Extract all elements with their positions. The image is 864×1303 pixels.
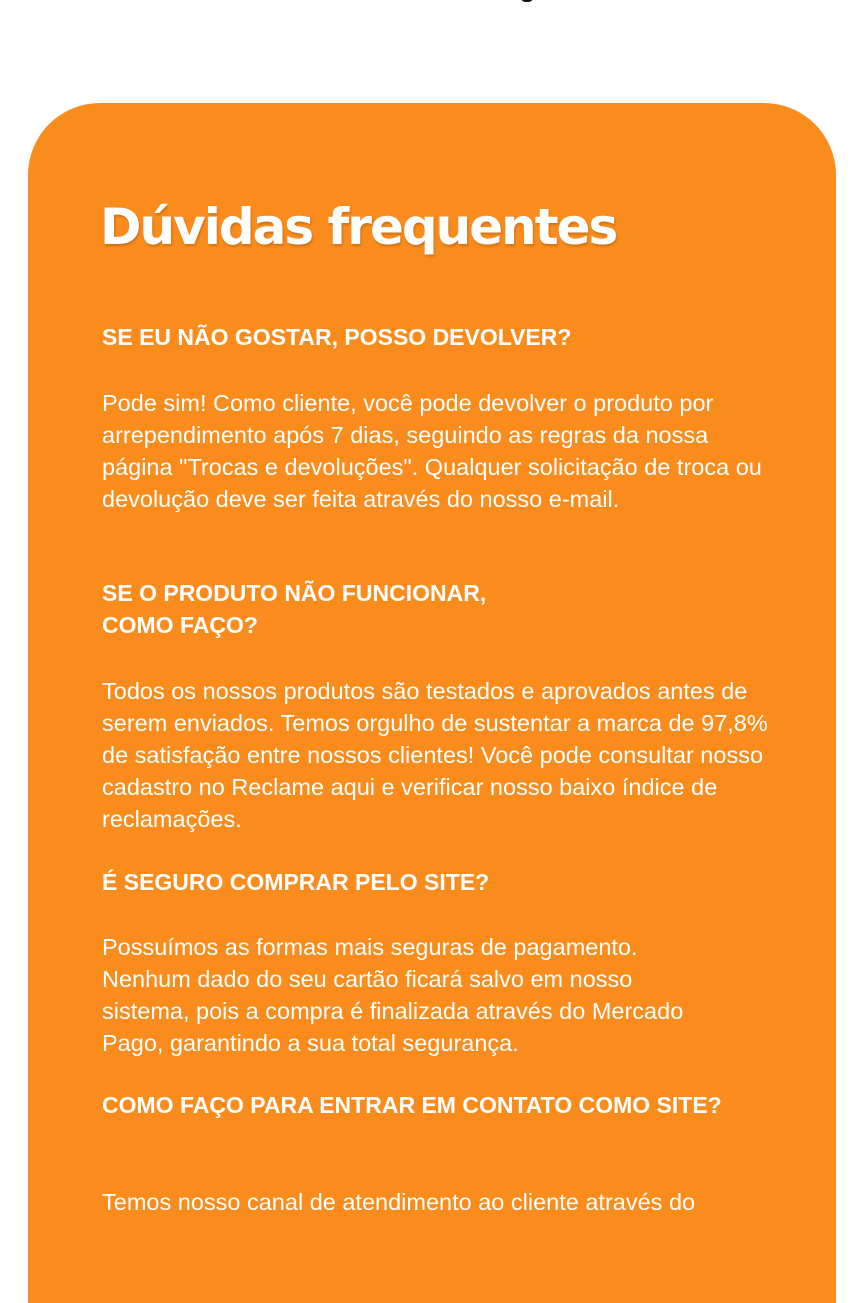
faq-item — [102, 321, 782, 353]
faq-question: COMO FAÇO PARA ENTRAR EM CONTATO COMO SITE? — [102, 1092, 722, 1118]
faq-item — [102, 931, 712, 1059]
faq-title: Dúvidas frequentes — [100, 198, 617, 256]
faq-answer: Possuímos as formas mais seguras de pagamento. Nenhum dado do seu cartão ficará salvo em nosso sistema, pois a compra é finalizada através do Mercado Pago, garantindo a sua total segurança. — [102, 934, 684, 1056]
faq-item — [102, 1089, 742, 1121]
faq-item — [102, 675, 782, 835]
faq-answer: Temos nosso canal de atendimento ao cliente através do — [102, 1189, 696, 1215]
faq-question: É SEGURO COMPRAR PELO SITE? — [102, 869, 490, 895]
faq-answer: Pode sim! Como cliente, você pode devolver o produto por arrependimento após 7 dias, seguindo as regras da nossa página "Trocas e devoluções". Qualquer solicitação de troca ou devolução deve ser feita através do nosso e-mail. — [102, 390, 762, 512]
faq-item — [102, 1186, 782, 1218]
faq-item — [102, 387, 762, 515]
faq-question: SE O PRODUTO NÃO FUNCIONAR, COMO FAÇO? — [102, 580, 487, 638]
faq-section — [28, 103, 836, 1303]
faq-item — [102, 866, 782, 898]
faq-item — [102, 577, 562, 641]
faq-answer: Todos os nossos produtos são testados e aprovados antes de serem enviados. Temos orgulho de sustentar a marca de 97,8% de satisfação entre nossos clientes! Você pode consultar nosso cadastro no Reclame aqui e verificar nosso baixo índice de reclamações. — [102, 678, 768, 832]
page-header-area — [0, 0, 864, 100]
cropped-glyph-fragment — [520, 0, 534, 2]
faq-question: SE EU NÃO GOSTAR, POSSO DEVOLVER? — [102, 324, 572, 350]
